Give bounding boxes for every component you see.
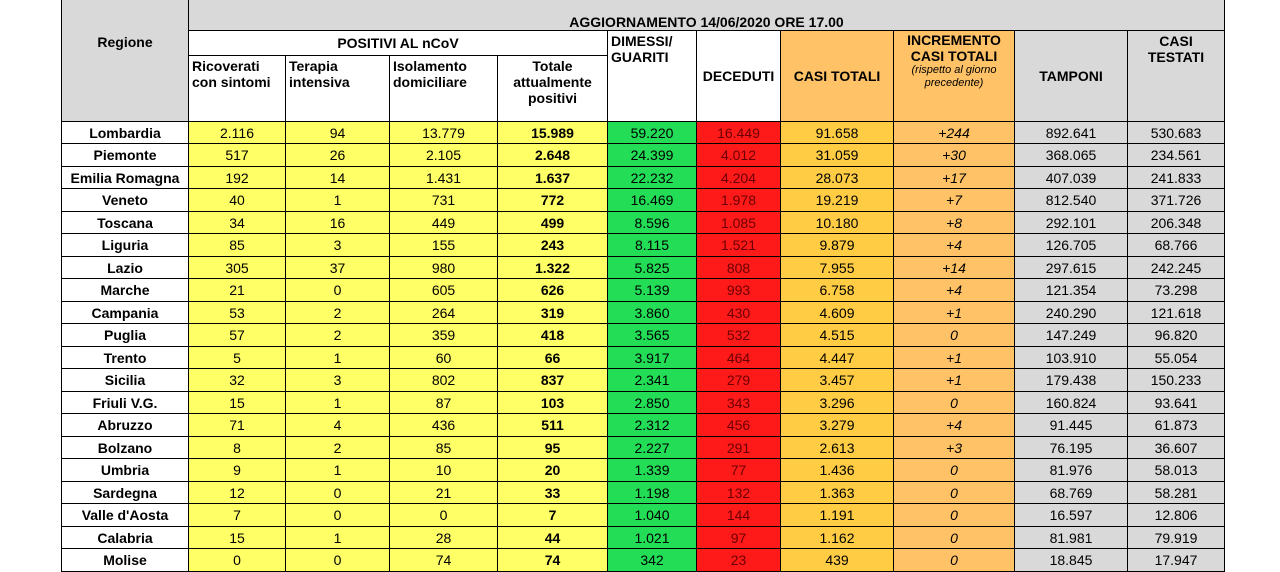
cell-isolamento: 87 — [390, 392, 498, 414]
cell-terapia: 2 — [286, 302, 390, 324]
cell-ricoverati: 15 — [189, 527, 286, 549]
cell-ricoverati: 21 — [189, 279, 286, 302]
cell-dimessi-guariti: 1.339 — [608, 459, 697, 482]
cell-totale-positivi: 511 — [498, 414, 608, 437]
cell-isolamento: 155 — [390, 234, 498, 257]
cell-incremento: +7 — [894, 189, 1015, 212]
table-row — [62, 392, 1225, 414]
cell-tamponi: 81.976 — [1015, 459, 1128, 482]
cell-deceduti: 1.978 — [697, 189, 781, 212]
cell-ricoverati: 40 — [189, 189, 286, 212]
cell-deceduti: 464 — [697, 347, 781, 369]
cell-regione: Lazio — [62, 257, 189, 279]
cell-terapia: 3 — [286, 369, 390, 392]
cell-incremento: +8 — [894, 212, 1015, 234]
cell-deceduti: 430 — [697, 302, 781, 324]
cell-casi-totali: 7.955 — [781, 257, 894, 279]
table-row — [62, 122, 1225, 144]
cell-dimessi-guariti: 3.860 — [608, 302, 697, 324]
cell-regione: Abruzzo — [62, 414, 189, 437]
table-row — [62, 347, 1225, 369]
cell-regione: Piemonte — [62, 144, 189, 167]
cell-totale-positivi: 2.648 — [498, 144, 608, 167]
cell-incremento: 0 — [894, 504, 1015, 527]
cell-deceduti: 1.521 — [697, 234, 781, 257]
cell-dimessi-guariti: 59.220 — [608, 122, 697, 144]
cell-incremento: +1 — [894, 369, 1015, 392]
cell-tamponi: 812.540 — [1015, 189, 1128, 212]
cell-regione: Veneto — [62, 189, 189, 212]
header-deceduti: DECEDUTI — [697, 31, 781, 122]
table-title: AGGIORNAMENTO 14/06/2020 ORE 17.00 — [189, 0, 1225, 31]
table-row — [62, 324, 1225, 347]
cell-dimessi-guariti: 3.565 — [608, 324, 697, 347]
cell-dimessi-guariti: 24.399 — [608, 144, 697, 167]
cell-ricoverati: 5 — [189, 347, 286, 369]
cell-isolamento: 802 — [390, 369, 498, 392]
cell-regione: Molise — [62, 549, 189, 572]
cell-ricoverati: 15 — [189, 392, 286, 414]
cell-ricoverati: 0 — [189, 549, 286, 572]
cell-totale-positivi: 103 — [498, 392, 608, 414]
cell-isolamento: 85 — [390, 437, 498, 459]
cell-terapia: 1 — [286, 189, 390, 212]
cell-isolamento: 10 — [390, 459, 498, 482]
cell-ricoverati: 305 — [189, 257, 286, 279]
cell-isolamento: 980 — [390, 257, 498, 279]
cell-casi-totali: 3.296 — [781, 392, 894, 414]
cell-deceduti: 4.204 — [697, 167, 781, 189]
cell-dimessi-guariti: 1.021 — [608, 527, 697, 549]
cell-regione: Bolzano — [62, 437, 189, 459]
cell-totale-positivi: 15.989 — [498, 122, 608, 144]
table-row — [62, 167, 1225, 189]
cell-isolamento: 731 — [390, 189, 498, 212]
table-row — [62, 527, 1225, 549]
table-body — [62, 122, 1225, 572]
cell-regione: Puglia — [62, 324, 189, 347]
header-regione: Regione — [62, 0, 189, 122]
table-row — [62, 257, 1225, 279]
cell-casi-totali: 28.073 — [781, 167, 894, 189]
cell-ricoverati: 9 — [189, 459, 286, 482]
cell-casi-totali: 31.059 — [781, 144, 894, 167]
cell-casi-totali: 1.436 — [781, 459, 894, 482]
cell-ricoverati: 12 — [189, 482, 286, 504]
cell-tamponi: 91.445 — [1015, 414, 1128, 437]
cell-regione: Lombardia — [62, 122, 189, 144]
cell-totale-positivi: 20 — [498, 459, 608, 482]
cell-casi-testati: 73.298 — [1128, 279, 1225, 302]
cell-isolamento: 264 — [390, 302, 498, 324]
cell-terapia: 0 — [286, 279, 390, 302]
cell-totale-positivi: 772 — [498, 189, 608, 212]
cell-terapia: 1 — [286, 527, 390, 549]
cell-deceduti: 16.449 — [697, 122, 781, 144]
cell-ricoverati: 32 — [189, 369, 286, 392]
cell-deceduti: 132 — [697, 482, 781, 504]
cell-isolamento: 449 — [390, 212, 498, 234]
cell-ricoverati: 85 — [189, 234, 286, 257]
cell-deceduti: 4.012 — [697, 144, 781, 167]
cell-totale-positivi: 74 — [498, 549, 608, 572]
cell-regione: Liguria — [62, 234, 189, 257]
cell-isolamento: 605 — [390, 279, 498, 302]
cell-isolamento: 74 — [390, 549, 498, 572]
table-row — [62, 144, 1225, 167]
cell-incremento: +3 — [894, 437, 1015, 459]
cell-isolamento: 2.105 — [390, 144, 498, 167]
cell-regione: Campania — [62, 302, 189, 324]
cell-isolamento: 13.779 — [390, 122, 498, 144]
cell-dimessi-guariti: 2.227 — [608, 437, 697, 459]
cell-isolamento: 359 — [390, 324, 498, 347]
cell-casi-testati: 79.919 — [1128, 527, 1225, 549]
cell-casi-totali: 2.613 — [781, 437, 894, 459]
table-row — [62, 302, 1225, 324]
cell-deceduti: 291 — [697, 437, 781, 459]
cell-casi-testati: 530.683 — [1128, 122, 1225, 144]
cell-tamponi: 240.290 — [1015, 302, 1128, 324]
cell-casi-testati: 61.873 — [1128, 414, 1225, 437]
cell-incremento: 0 — [894, 549, 1015, 572]
cell-casi-testati: 206.348 — [1128, 212, 1225, 234]
cell-casi-testati: 68.766 — [1128, 234, 1225, 257]
cell-tamponi: 147.249 — [1015, 324, 1128, 347]
cell-tamponi: 407.039 — [1015, 167, 1128, 189]
cell-terapia: 0 — [286, 504, 390, 527]
cell-incremento: +244 — [894, 122, 1015, 144]
cell-regione: Sardegna — [62, 482, 189, 504]
cell-casi-testati: 241.833 — [1128, 167, 1225, 189]
cell-casi-totali: 1.162 — [781, 527, 894, 549]
cell-regione: Marche — [62, 279, 189, 302]
cell-dimessi-guariti: 342 — [608, 549, 697, 572]
cell-casi-totali: 4.609 — [781, 302, 894, 324]
cell-casi-totali: 10.180 — [781, 212, 894, 234]
table-row — [62, 234, 1225, 257]
cell-terapia: 1 — [286, 392, 390, 414]
cell-dimessi-guariti: 3.917 — [608, 347, 697, 369]
cell-incremento: +4 — [894, 234, 1015, 257]
cell-deceduti: 456 — [697, 414, 781, 437]
cell-tamponi: 121.354 — [1015, 279, 1128, 302]
header-casi-testati: CASI TESTATI — [1128, 31, 1225, 122]
cell-regione: Emilia Romagna — [62, 167, 189, 189]
cell-totale-positivi: 626 — [498, 279, 608, 302]
cell-dimessi-guariti: 2.341 — [608, 369, 697, 392]
cell-incremento: +1 — [894, 347, 1015, 369]
cell-totale-positivi: 44 — [498, 527, 608, 549]
table-row — [62, 212, 1225, 234]
table-row — [62, 437, 1225, 459]
cell-dimessi-guariti: 22.232 — [608, 167, 697, 189]
header-incremento — [894, 31, 1015, 122]
cell-casi-testati: 58.013 — [1128, 459, 1225, 482]
cell-regione: Calabria — [62, 527, 189, 549]
cell-totale-positivi: 7 — [498, 504, 608, 527]
cell-casi-testati: 36.607 — [1128, 437, 1225, 459]
cell-casi-totali: 4.515 — [781, 324, 894, 347]
header-totale-positivi: Totale attualmente positivi — [498, 56, 608, 122]
cell-dimessi-guariti: 16.469 — [608, 189, 697, 212]
cell-deceduti: 532 — [697, 324, 781, 347]
cell-ricoverati: 34 — [189, 212, 286, 234]
cell-totale-positivi: 418 — [498, 324, 608, 347]
cell-tamponi: 126.705 — [1015, 234, 1128, 257]
cell-terapia: 16 — [286, 212, 390, 234]
cell-casi-testati: 96.820 — [1128, 324, 1225, 347]
cell-totale-positivi: 243 — [498, 234, 608, 257]
cell-casi-totali: 91.658 — [781, 122, 894, 144]
cell-tamponi: 292.101 — [1015, 212, 1128, 234]
cell-casi-testati: 93.641 — [1128, 392, 1225, 414]
cell-terapia: 26 — [286, 144, 390, 167]
cell-regione: Sicilia — [62, 369, 189, 392]
cell-totale-positivi: 33 — [498, 482, 608, 504]
cell-deceduti: 23 — [697, 549, 781, 572]
cell-dimessi-guariti: 5.825 — [608, 257, 697, 279]
cell-ricoverati: 8 — [189, 437, 286, 459]
cell-tamponi: 160.824 — [1015, 392, 1128, 414]
cell-casi-testati: 55.054 — [1128, 347, 1225, 369]
cell-tamponi: 103.910 — [1015, 347, 1128, 369]
cell-casi-testati: 58.281 — [1128, 482, 1225, 504]
cell-dimessi-guariti: 2.312 — [608, 414, 697, 437]
cell-terapia: 94 — [286, 122, 390, 144]
cell-tamponi: 68.769 — [1015, 482, 1128, 504]
cell-casi-totali: 439 — [781, 549, 894, 572]
cell-regione: Valle d'Aosta — [62, 504, 189, 527]
cell-terapia: 0 — [286, 549, 390, 572]
table-row — [62, 482, 1225, 504]
cell-totale-positivi: 837 — [498, 369, 608, 392]
cell-deceduti: 279 — [697, 369, 781, 392]
cell-casi-testati: 150.233 — [1128, 369, 1225, 392]
cell-dimessi-guariti: 1.040 — [608, 504, 697, 527]
cell-regione: Friuli V.G. — [62, 392, 189, 414]
cell-incremento: +1 — [894, 302, 1015, 324]
cell-isolamento: 60 — [390, 347, 498, 369]
cell-casi-totali: 1.363 — [781, 482, 894, 504]
cell-incremento: 0 — [894, 392, 1015, 414]
cell-casi-totali: 6.758 — [781, 279, 894, 302]
cell-terapia: 37 — [286, 257, 390, 279]
cell-incremento: 0 — [894, 527, 1015, 549]
cell-casi-totali: 3.457 — [781, 369, 894, 392]
cell-incremento: +30 — [894, 144, 1015, 167]
cell-casi-testati: 234.561 — [1128, 144, 1225, 167]
cell-deceduti: 77 — [697, 459, 781, 482]
cell-dimessi-guariti: 2.850 — [608, 392, 697, 414]
cell-isolamento: 436 — [390, 414, 498, 437]
cell-dimessi-guariti: 1.198 — [608, 482, 697, 504]
cell-totale-positivi: 1.322 — [498, 257, 608, 279]
table-row — [62, 504, 1225, 527]
cell-tamponi: 368.065 — [1015, 144, 1128, 167]
cell-terapia: 2 — [286, 324, 390, 347]
cell-deceduti: 993 — [697, 279, 781, 302]
cell-totale-positivi: 1.637 — [498, 167, 608, 189]
header-casi-totali: CASI TOTALI — [781, 31, 894, 122]
cell-tamponi: 18.845 — [1015, 549, 1128, 572]
cell-isolamento: 28 — [390, 527, 498, 549]
cell-incremento: 0 — [894, 459, 1015, 482]
cell-incremento: +17 — [894, 167, 1015, 189]
cell-casi-totali: 3.279 — [781, 414, 894, 437]
cell-casi-totali: 9.879 — [781, 234, 894, 257]
cell-ricoverati: 71 — [189, 414, 286, 437]
cell-casi-totali: 19.219 — [781, 189, 894, 212]
cell-casi-totali: 4.447 — [781, 347, 894, 369]
cell-ricoverati: 192 — [189, 167, 286, 189]
cell-ricoverati: 7 — [189, 504, 286, 527]
cell-casi-testati: 17.947 — [1128, 549, 1225, 572]
cell-regione: Umbria — [62, 459, 189, 482]
cell-casi-testati: 371.726 — [1128, 189, 1225, 212]
cell-incremento: 0 — [894, 482, 1015, 504]
cell-casi-testati: 242.245 — [1128, 257, 1225, 279]
cell-regione: Toscana — [62, 212, 189, 234]
cell-regione: Trento — [62, 347, 189, 369]
cell-totale-positivi: 66 — [498, 347, 608, 369]
cell-tamponi: 892.641 — [1015, 122, 1128, 144]
cell-terapia: 2 — [286, 437, 390, 459]
cell-dimessi-guariti: 5.139 — [608, 279, 697, 302]
cell-totale-positivi: 499 — [498, 212, 608, 234]
cell-tamponi: 81.981 — [1015, 527, 1128, 549]
cell-dimessi-guariti: 8.115 — [608, 234, 697, 257]
cell-tamponi: 179.438 — [1015, 369, 1128, 392]
header-incremento-label: INCREMENTO CASI TOTALI — [907, 32, 1001, 64]
table-row — [62, 414, 1225, 437]
cell-ricoverati: 57 — [189, 324, 286, 347]
cell-terapia: 1 — [286, 347, 390, 369]
header-positivi-group: POSITIVI AL nCoV — [189, 31, 608, 56]
cell-terapia: 3 — [286, 234, 390, 257]
cell-deceduti: 97 — [697, 527, 781, 549]
cell-terapia: 14 — [286, 167, 390, 189]
cell-ricoverati: 53 — [189, 302, 286, 324]
cell-terapia: 1 — [286, 459, 390, 482]
cell-isolamento: 0 — [390, 504, 498, 527]
cell-incremento: +4 — [894, 279, 1015, 302]
cell-deceduti: 1.085 — [697, 212, 781, 234]
cell-tamponi: 76.195 — [1015, 437, 1128, 459]
cell-isolamento: 1.431 — [390, 167, 498, 189]
cell-isolamento: 21 — [390, 482, 498, 504]
cell-incremento: +14 — [894, 257, 1015, 279]
cell-totale-positivi: 95 — [498, 437, 608, 459]
cell-ricoverati: 517 — [189, 144, 286, 167]
cell-ricoverati: 2.116 — [189, 122, 286, 144]
cell-terapia: 0 — [286, 482, 390, 504]
cell-terapia: 4 — [286, 414, 390, 437]
header-ricoverati: Ricoverati con sintomi — [189, 56, 286, 122]
cell-casi-totali: 1.191 — [781, 504, 894, 527]
cell-incremento: +4 — [894, 414, 1015, 437]
table-row — [62, 189, 1225, 212]
cell-tamponi: 297.615 — [1015, 257, 1128, 279]
header-isolamento: Isolamento domiciliare — [390, 56, 498, 122]
cell-deceduti: 808 — [697, 257, 781, 279]
header-terapia: Terapia intensiva — [286, 56, 390, 122]
table-row — [62, 369, 1225, 392]
cell-tamponi: 16.597 — [1015, 504, 1128, 527]
header-dimessi-guariti: DIMESSI/ GUARITI — [608, 31, 697, 122]
table-row — [62, 549, 1225, 572]
cell-casi-testati: 121.618 — [1128, 302, 1225, 324]
header-tamponi: TAMPONI — [1015, 31, 1128, 122]
table-row — [62, 279, 1225, 302]
cell-deceduti: 343 — [697, 392, 781, 414]
table-row — [62, 459, 1225, 482]
header-incremento-note: (rispetto al giorno precedente) — [911, 64, 997, 89]
covid-data-table — [61, 0, 1225, 572]
cell-deceduti: 144 — [697, 504, 781, 527]
cell-totale-positivi: 319 — [498, 302, 608, 324]
cell-dimessi-guariti: 8.596 — [608, 212, 697, 234]
cell-incremento: 0 — [894, 324, 1015, 347]
cell-casi-testati: 12.806 — [1128, 504, 1225, 527]
